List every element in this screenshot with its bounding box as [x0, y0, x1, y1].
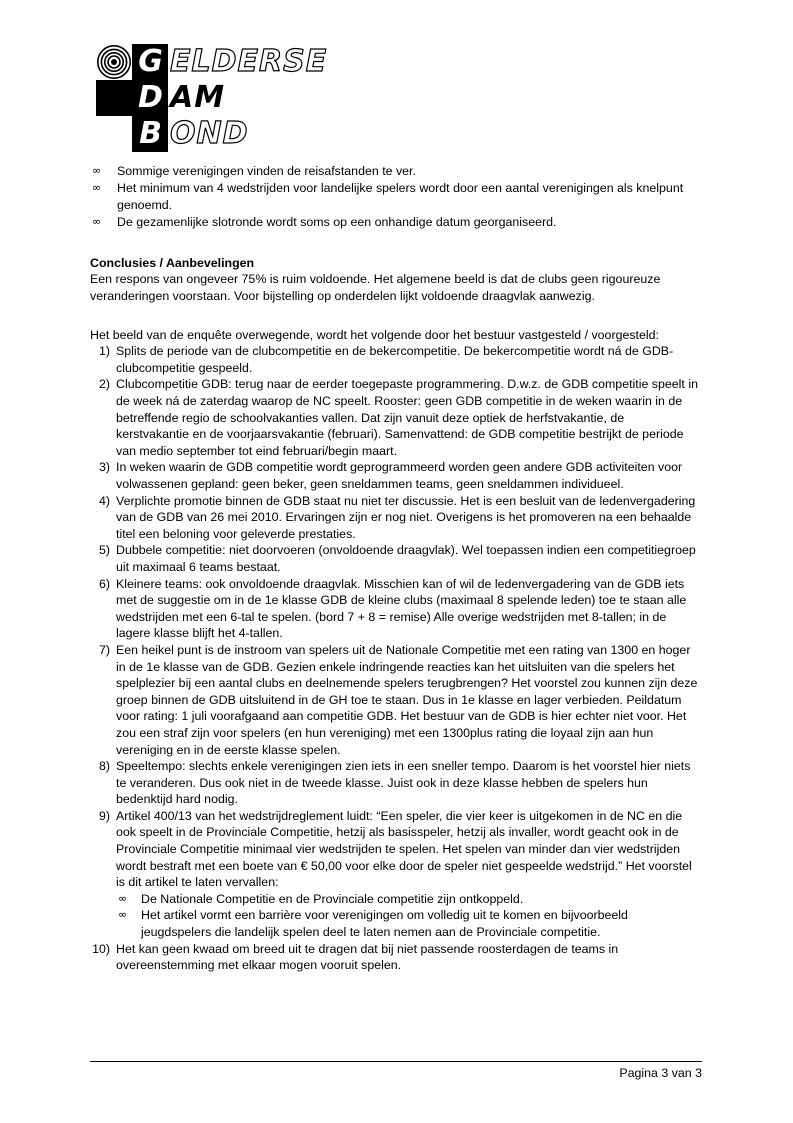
list-item-text: Het minimum van 4 wedstrijden voor landelijke spelers wordt door een aantal verenigingen als knelpunt genoemd. [117, 181, 684, 212]
list-item-text: Splits de periode van de clubcompetitie en de bekercompetitie. De bekercompetitie wordt ná de GDB-clubcompetitie gespeeld. [116, 344, 674, 375]
draughts-piece-icon [96, 44, 132, 80]
list-item-marker: 9) [98, 808, 110, 823]
list-item [116, 891, 700, 908]
top-bullet-list [90, 163, 700, 230]
intro-paragraph: Het beeld van de enquête overwegende, wordt het volgende door het bestuur vastgesteld / voorgesteld: [90, 327, 659, 342]
logo-line-1 [96, 44, 327, 80]
section-heading-conclusies: Conclusies / Aanbevelingen [90, 255, 255, 270]
list-item-text: Artikel 400/13 van het wedstrijdreglement luidt: “Een speler, die vier keer is uitgekomen in de NC en die ook speelt in de Provinciale Competitie, hetzij als basisspeler, hetzij als invaller, wordt geacht ook in de Provinciale Competitie minimaal vier wedstrijden te spelen. Het spelen van minder dan vier wedstrijden wordt bestraft met een boete van € 50,00 voor elke door de speler niet gespeelde wedstrijd.” Het voorstel is dit artikel te laten vervallen: [116, 808, 692, 890]
logo-cap-d: D [132, 80, 168, 116]
logo-word-ond: OND [170, 116, 249, 151]
logo-black-square [96, 80, 132, 116]
list-item [90, 493, 700, 543]
list-item-marker: 4) [98, 493, 110, 508]
list-item-text: Het kan geen kwaad om breed uit te dragen dat bij niet passende roosterdagen de teams in overeenstemming met elkaar mogen vooruit spelen. [116, 941, 619, 973]
list-item [90, 180, 700, 213]
spacer [90, 231, 700, 255]
list-item-marker: 8) [98, 759, 110, 774]
list-item [90, 642, 700, 758]
list-item-text: Clubcompetitie GDB: terug naar de eerder toegepaste programmering. D.w.z. de GDB competitie speelt in de week ná de zaterdag waarop de NC speelt. Rooster: geen GDB competitie in de weken waarin in de betreffende regio de schoolvakanties vallen. Dat zijn vanuit deze optiek de herfstvakantie, de kerstvakantie en de voorjaarsvakantie (februari). Samenvattend: de GDB competitie bestrijkt de periode van medio september tot eind februari/begin maart. [116, 377, 698, 458]
list-item [90, 808, 700, 941]
infinity-bullet-icon: ∞ [92, 181, 102, 195]
logo-line-3 [96, 116, 249, 152]
list-item-marker: 5) [98, 543, 110, 558]
sub-bullet-list [116, 891, 700, 941]
logo-word-am: AM [170, 80, 226, 115]
list-item [116, 907, 700, 940]
infinity-bullet-icon: ∞ [118, 908, 128, 922]
footer-divider [90, 1061, 702, 1062]
logo-cap-b: B [132, 116, 168, 152]
list-item [90, 758, 700, 808]
list-item-text: In weken waarin de GDB competitie wordt geprogrammeerd worden geen andere GDB activiteiten voor volwassenen gepland: geen beker, geen sneldammen teams, geen sneldammen individueel. [116, 460, 683, 491]
spacer [90, 305, 700, 327]
list-item [90, 941, 700, 974]
conclusies-paragraph: Een respons van ongeveer 75% is ruim voldoende. Het algemene beeld is dat de clubs geen rigoureuze veranderingen voorstaan. Voor bijstelling op onderdelen lijkt voldoende draagvlak aanwezig. [90, 272, 661, 304]
list-item-text: Sommige verenigingen vinden de reisafstanden te ver. [117, 164, 416, 178]
list-item-text: De gezamenlijke slotronde wordt soms op een onhandige datum georganiseerd. [117, 214, 557, 229]
infinity-bullet-icon: ∞ [92, 164, 102, 177]
list-item [90, 343, 700, 376]
list-item [90, 163, 700, 180]
logo-cap-g: G [132, 44, 168, 80]
list-item-marker: 3) [98, 460, 110, 475]
list-item [90, 576, 700, 642]
list-item-text: De Nationale Competitie en de Provinciale competitie zijn ontkoppeld. [141, 891, 524, 906]
recommendation-list [90, 343, 700, 974]
list-item-marker: 10) [92, 941, 110, 956]
infinity-bullet-icon: ∞ [92, 214, 102, 228]
list-item-text: Het artikel vormt een barrière voor verenigingen om volledig uit te komen en bijvoorbeeld jeugdspelers die landelijk spelen deel te laten nemen aan de Provinciale competitie. [141, 908, 628, 940]
page-number-label: Pagina 3 van 3 [619, 1066, 702, 1080]
list-item [90, 542, 700, 575]
document-body [90, 163, 700, 974]
list-item [90, 459, 700, 492]
list-item-marker: 1) [98, 344, 110, 359]
list-item [90, 214, 700, 231]
organization-logo [96, 44, 356, 152]
list-item [90, 376, 700, 459]
list-item-text: Een heikel punt is de instroom van spelers uit de Nationale Competitie met een rating van 1300 en hoger in de 1e klasse van de GDB. Gezien enkele indringende reacties kan het uitsluiten van die spelers het spelplezier bij een aantal clubs en deelnemende spelers terugbrengen? Het voorstel zou kunnen zijn deze groep binnen de GDB uitsluitend in de GH toe te staan. Dus in 1e klasse en lager verbieden. Peildatum voor rating: 1 juli voorafgaand aan competitie GDB. Het bestuur van de GDB is hier echter niet voor. Het zou een straf zijn voor spelers (en hun vereniging) met een 1300plus rating die loyaal zijn aan hun vereniging en in de eerste klasse spelen. [116, 642, 698, 757]
list-item-text: Kleinere teams: ook onvoldoende draagvlak. Misschien kan of wil de ledenvergadering van de GDB iets met de suggestie om in de 1e klasse GDB de kleine clubs (maximaal 8 spelende leden) toe te staan alle wedstrijden met een 6-tal te spelen. (bord 7 + 8 = remise) Alle overige wedstrijden met 8-tallen; in de lagere klasse blijft het 4-tallen. [116, 576, 687, 641]
logo-line-2 [96, 80, 225, 116]
list-item-marker: 7) [98, 642, 110, 657]
logo-word-elderse: ELDERSE [170, 44, 328, 79]
list-item-marker: 6) [98, 576, 110, 591]
list-item-text: Dubbele competitie: niet doorvoeren (onvoldoende draagvlak). Wel toepassen indien een competitiegroep uit maximaal 6 teams bestaat. [116, 543, 696, 574]
list-item-text: Verplichte promotie binnen de GDB staat nu niet ter discussie. Het is een besluit van de ledenvergadering van de GDB van 26 mei 2010. Ervaringen zijn er nog niet. Overigens is het promoveren na een behaalde titel een beloning voor geleverde prestaties. [116, 493, 696, 541]
list-item-text: Speeltempo: slechts enkele verenigingen zien iets in een sneller tempo. Daarom is het voorstel hier niets te veranderen. Dus ook niet in de tweede klasse. Juist ook in deze klasse hebben de spelers hun bedenktijd hard nodig. [116, 759, 691, 807]
list-item-marker: 2) [98, 377, 110, 392]
infinity-bullet-icon: ∞ [118, 891, 128, 905]
